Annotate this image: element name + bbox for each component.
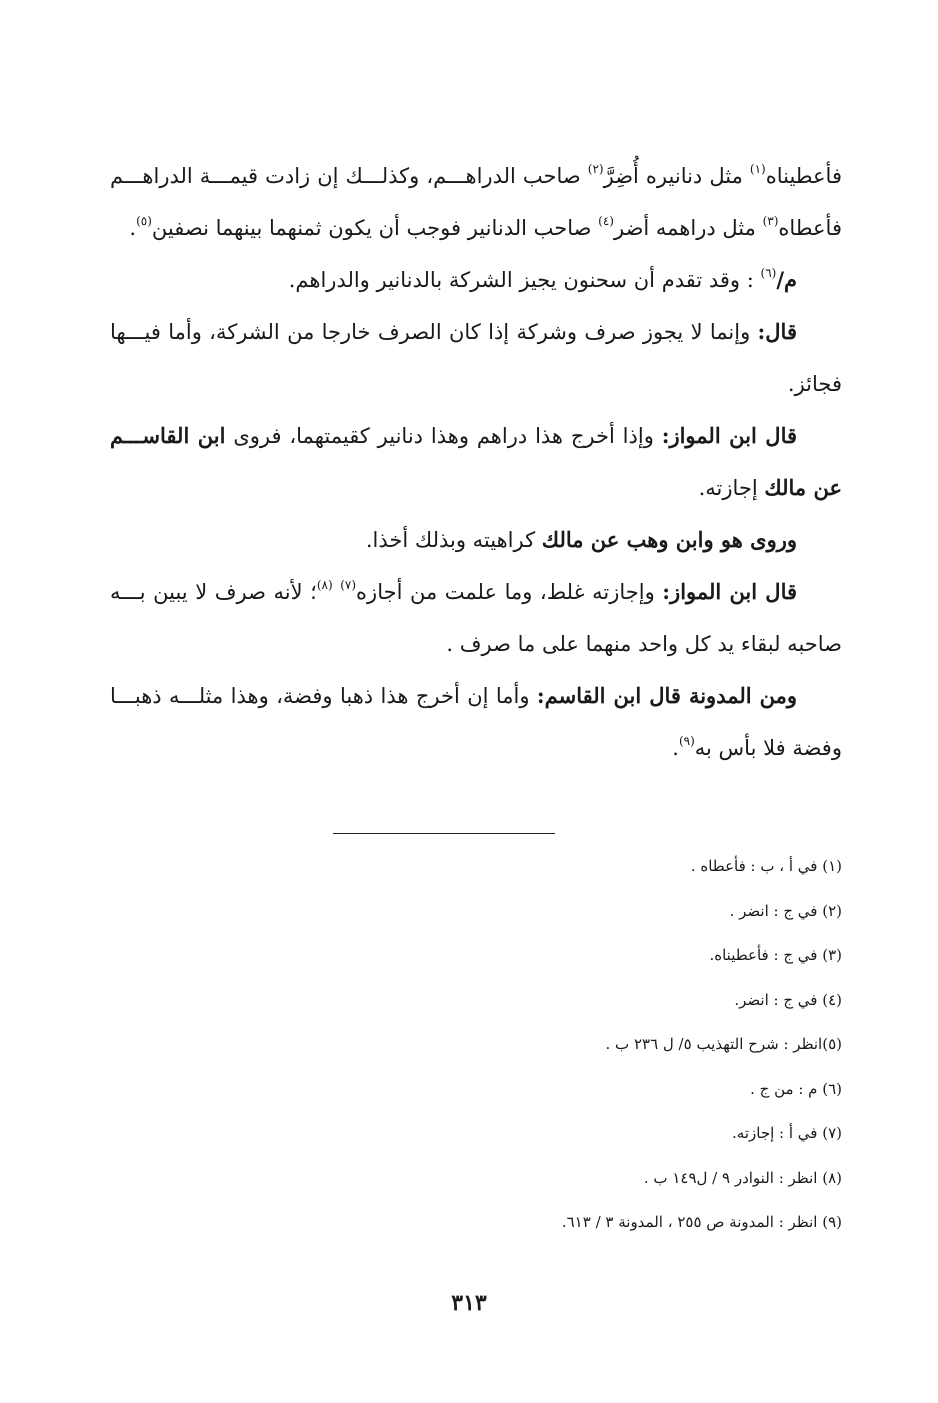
speaker-label: قال ابن المواز: (661, 423, 798, 448)
text-run: وأما إن أخرج هذا ذهبا وفضة، وهذا مثلـــه ذهبـــا وفضة فلا بأس به (110, 684, 842, 760)
footnote-ref-5: (٥) (136, 214, 152, 228)
footnote-separator (333, 833, 555, 834)
paragraph-1 (110, 150, 842, 254)
text-run: فأعطاه (778, 216, 842, 240)
text-run: فأعطيناه (765, 164, 842, 188)
narrator-name: ابن القاســـم عن مالك (110, 423, 842, 500)
footnote-2: (٢) في ج : انضر . (729, 901, 842, 920)
paragraph-2 (110, 254, 842, 306)
text-run: وإنما لا يجوز صرف وشركة إذا كان الصرف خارجا من الشركة، وأما فيـــها فجائز. (110, 320, 842, 396)
text-run: صاحب الدراهـــم، وكذلـــك إن زادت قيمـــة الدراهـــم (110, 164, 588, 188)
footnote-ref-3: (٣) (762, 214, 779, 228)
footnotes (110, 844, 842, 1245)
text-run: : وقد تقدم أن سحنون يجيز الشركة بالدنانير والدراهم. (288, 268, 761, 292)
footnote-6: (٦) م : من ج . (750, 1079, 842, 1098)
footnote-ref-7: (٧) (340, 578, 357, 592)
footnote-ref-1: (١) (749, 162, 766, 176)
text-run: . (672, 736, 679, 760)
paragraph-4 (110, 410, 842, 514)
footnote-1: (١) في أ ، ب : فأعطاه . (690, 857, 842, 875)
text-run: ؛ لأنه صرف لا يبين بـــه صاحبه لبقاء يد كل واحد منهما على ما صرف . (110, 580, 842, 656)
speaker-label: قال ابن المواز: (662, 579, 798, 604)
footnote-3: (٣) في ج : فأعطيناه. (709, 946, 842, 964)
text-run: مثل دنانيره أُضِرَّ (603, 164, 750, 188)
text-run: إجازته. (698, 476, 765, 500)
section-marker: م/ (776, 267, 797, 292)
footnote-8: (٨) انظر : النوادر ٩ / ل١٤٩ ب . (643, 1168, 842, 1187)
speaker-label: ومن المدونة قال ابن القاسم: (536, 683, 797, 708)
paragraph-3 (110, 306, 842, 410)
paragraph-7 (110, 670, 842, 774)
speaker-label: قال: (757, 319, 797, 344)
text-run: . (129, 216, 137, 240)
footnote-ref-6: (٦) (760, 266, 777, 280)
footnote-ref-4: (٤) (598, 214, 614, 228)
text-run: صاحب الدنانير فوجب أن يكون ثمنهما بينهما نصفين (151, 216, 599, 240)
footnote-5: (٥)انظر : شرح التهذيب ٥/ ل ٢٣٦ ب . (605, 1035, 842, 1053)
footnote-ref-9: (٩) (678, 734, 695, 748)
text-run: وإجازته غلط، وما علمت من أجازه (356, 580, 663, 604)
footnote-7: (٧) في أ : إجازته. (732, 1124, 842, 1142)
paragraph-6 (110, 566, 842, 670)
footnote-ref-2: (٢) (587, 162, 604, 176)
paragraph-5 (110, 514, 842, 566)
text-run: مثل دراهمه أضر (613, 216, 763, 240)
narrator-name: وروى هو وابن وهب عن مالك (541, 527, 797, 552)
footnote-4: (٤) في ج : انضر. (734, 990, 842, 1009)
page-number: ٣١٣ (451, 1290, 487, 1316)
main-text (110, 150, 842, 774)
text-run: وإذا أخرج هذا دراهم وهذا دنانير كقيمتهما، فروى (225, 424, 662, 448)
footnote-9: (٩) انظر : المدونة ص ٢٥٥ ، المدونة ٣ / ٦١٣. (561, 1213, 842, 1231)
footnote-ref-8: (٨) (316, 578, 333, 592)
text-run: كراهيته وبذلك أخذا. (365, 528, 542, 552)
